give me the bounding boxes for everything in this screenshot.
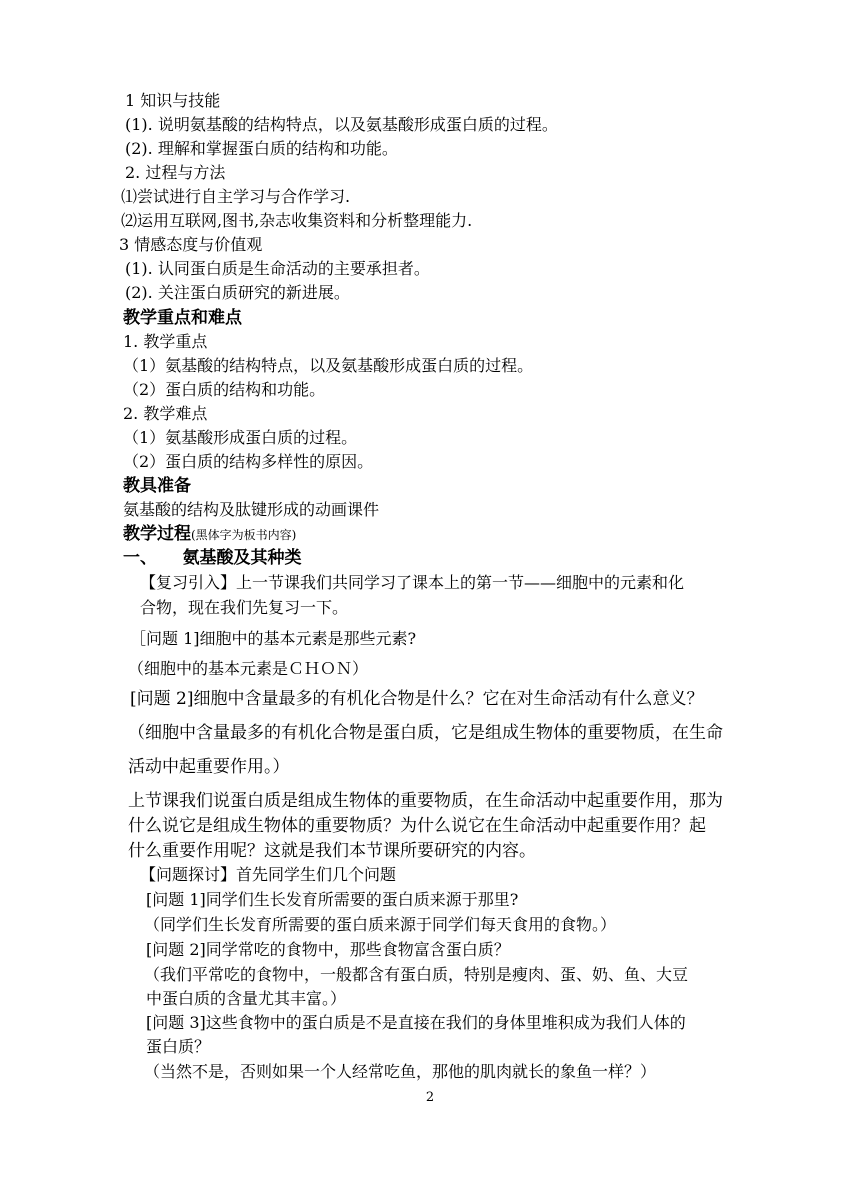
heading-attitude-values: 3 情感态度与价值观 [119,235,263,254]
text-line: 【复习引入】上一节课我们共同学习了课本上的第一节——细胞中的元素和化 [140,573,685,592]
text-line: 【问题探讨】首先同学生们几个问题 [140,865,397,884]
text-line: 氨基酸的结构及肽键形成的动画课件 [123,500,380,519]
section-heading-amino-acids: 一、 氨基酸及其种类 [123,548,302,568]
answer-line: （我们平常吃的食物中，一般都含有蛋白质，特别是瘦肉、蛋、奶、鱼、大豆 [144,965,689,984]
text-line: ⑴尝试进行自主学习与合作学习. [121,187,351,206]
text-line: （1）氨基酸的结构特点，以及氨基酸形成蛋白质的过程。 [123,356,534,375]
text-line: （2）蛋白质的结构和功能。 [123,380,326,399]
text-line: 合物，现在我们先复习一下。 [140,598,349,617]
teaching-process-note: (黑体字为板书内容) [191,528,297,542]
text-line: 什么重要作用呢？这就是我们本节课所要研究的内容。 [128,841,536,861]
answer-line: （细胞中的基本元素是ＣＨＯＮ） [128,659,369,678]
question-line: [问题 1]同学们生长发育所需要的蛋白质来源于那里? [146,890,519,909]
text-line: (1). 认同蛋白质是生命活动的主要承担者。 [125,259,430,278]
text-line: (2). 理解和掌握蛋白质的结构和功能。 [125,139,398,158]
text-line: (2). 关注蛋白质研究的新进展。 [125,283,350,302]
question-line: [问题 2]同学常吃的食物中，那些食物富含蛋白质？ [146,940,510,959]
question-line: ［问题 1]细胞中的基本元素是那些元素? [130,629,417,648]
heading-process-method: 2. 过程与方法 [125,163,226,182]
subheading-focus: 1. 教学重点 [123,332,208,351]
answer-line: （同学们生长发育所需要的蛋白质来源于同学们每天食用的食物。） [144,915,617,934]
answer-line: （当然不是，否则如果一个人经常吃鱼，那他的肌肉就长的象鱼一样？） [144,1062,657,1081]
text-line: 上节课我们说蛋白质是组成生物体的重要物质，在生命活动中起重要作用，那为 [128,791,723,811]
text-line: ⑵运用互联网,图书,杂志收集资料和分析整理能力. [121,211,473,230]
text-line: （2）蛋白质的结构多样性的原因。 [123,452,374,471]
answer-line: 活动中起重要作用。） [128,757,290,777]
teaching-process-label: 教学过程 [123,524,191,544]
heading-knowledge-skills: 1 知识与技能 [125,91,221,110]
section-heading-focus-difficulty: 教学重点和难点 [123,308,242,328]
section-heading-teaching-aids: 教具准备 [123,476,191,496]
question-line: 蛋白质？ [146,1037,211,1056]
text-line: （1）氨基酸形成蛋白质的过程。 [123,428,358,447]
answer-line: （细胞中含量最多的有机化合物是蛋白质，它是组成生物体的重要物质，在生命 [128,723,723,743]
subheading-difficulty: 2. 教学难点 [123,404,208,423]
question-line: [问题 2]细胞中含量最多的有机化合物是什么？它在对生命活动有什么意义？ [130,689,704,709]
text-line: (1). 说明氨基酸的结构特点，以及氨基酸形成蛋白质的过程。 [125,115,558,134]
page-number: 2 [425,1090,435,1105]
text-line: 什么说它是组成生物体的重要物质？为什么说它在生命活动中起重要作用？起 [128,816,706,836]
section-heading-teaching-process [123,523,296,546]
question-line: [问题 3]这些食物中的蛋白质是不是直接在我们的身体里堆积成为我们人体的 [146,1013,686,1032]
answer-line: 中蛋白质的含量尤其丰富。） [146,989,347,1008]
